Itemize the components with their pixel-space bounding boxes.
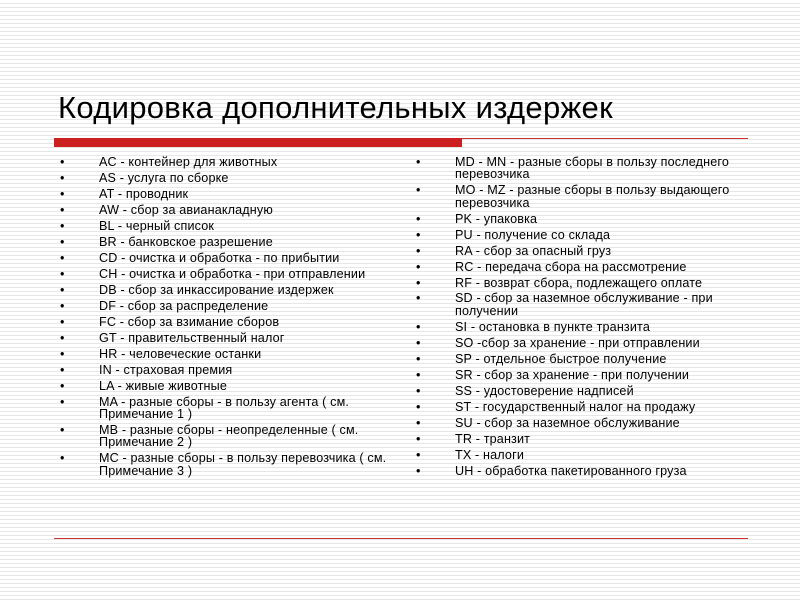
- bullet-icon: •: [60, 298, 65, 313]
- list-item: [58, 252, 393, 264]
- bullet-icon: •: [416, 155, 421, 169]
- bullet-icon: •: [416, 319, 421, 334]
- bullet-icon: •: [416, 463, 421, 478]
- list-item-text: BL - черный список: [99, 218, 215, 233]
- bullet-icon: •: [416, 275, 421, 290]
- accent-line-bottom: [54, 538, 748, 539]
- list-item: [414, 277, 759, 289]
- list-item: [58, 156, 393, 168]
- bullet-icon: •: [60, 234, 65, 249]
- list-item: [414, 156, 759, 181]
- list-item: [58, 300, 393, 312]
- bullet-icon: •: [60, 282, 65, 297]
- list-item: [414, 184, 759, 209]
- list-item: [414, 385, 759, 397]
- list-item: [58, 364, 393, 376]
- list-item: [414, 213, 759, 225]
- list-item-text: UH - обработка пакетированного груза: [455, 463, 687, 478]
- bullet-icon: •: [416, 367, 421, 382]
- bullet-icon: •: [416, 335, 421, 350]
- bullet-icon: •: [60, 314, 65, 329]
- list-item-text: SU - сбор за наземное обслуживание: [455, 415, 680, 430]
- list-item-text: SD - сбор за наземное обслуживание - при получении: [455, 291, 713, 318]
- list-item-text: TX - налоги: [455, 447, 525, 462]
- list-item-text: AT - проводник: [99, 186, 189, 201]
- list-item: [414, 321, 759, 333]
- list-item-text: MB - разные сборы - неопределенные ( см. Примечание 2 ): [99, 423, 359, 450]
- bullet-icon: •: [60, 346, 65, 361]
- list-item-text: SS - удостоверение надписей: [455, 383, 634, 398]
- list-item-text: FC - сбор за взимание сборов: [99, 314, 280, 329]
- bullet-icon: •: [416, 227, 421, 242]
- list-item-text: AS - услуга по сборке: [99, 170, 229, 185]
- bullet-icon: •: [60, 266, 65, 281]
- bullet-icon: •: [416, 399, 421, 414]
- bullet-icon: •: [416, 291, 421, 306]
- bullet-icon: •: [60, 186, 65, 201]
- list-item: [58, 204, 393, 216]
- bullet-icon: •: [60, 423, 65, 438]
- bullet-icon: •: [416, 259, 421, 274]
- list-item: [414, 229, 759, 241]
- bullet-icon: •: [60, 250, 65, 265]
- list-item-text: ST - государственный налог на продажу: [455, 399, 696, 414]
- bullet-icon: •: [60, 170, 65, 185]
- list-item: [58, 172, 393, 184]
- bullet-icon: •: [416, 243, 421, 258]
- list-item: [414, 417, 759, 429]
- bullet-icon: •: [60, 218, 65, 233]
- list-item: [414, 449, 759, 461]
- list-item: [414, 433, 759, 445]
- list-item: [58, 396, 393, 421]
- list-item-text: TR - транзит: [455, 431, 531, 446]
- list-item-text: RA - сбор за опасный груз: [455, 243, 612, 258]
- accent-bar: [54, 138, 462, 147]
- list-item-text: SI - остановка в пункте транзита: [455, 319, 650, 334]
- list-item-text: SR - сбор за хранение - при получении: [455, 367, 690, 382]
- slide-title: Кодировка дополнительных издержек: [58, 90, 613, 125]
- list-item-text: RC - передача сбора на рассмотрение: [455, 259, 687, 274]
- list-item: [414, 369, 759, 381]
- list-item-text: GT - правительственный налог: [99, 330, 285, 345]
- list-item: [414, 465, 759, 477]
- bullet-icon: •: [60, 362, 65, 377]
- list-item: [58, 236, 393, 248]
- list-item: [414, 353, 759, 365]
- bullet-icon: •: [416, 211, 421, 226]
- bullet-icon: •: [416, 383, 421, 398]
- accent-line-top: [462, 138, 748, 139]
- list-item-text: MO - MZ - разные сборы в пользу выдающего перевозчика: [455, 183, 730, 210]
- bullet-icon: •: [60, 155, 65, 169]
- list-item-text: CH - очистка и обработка - при отправлении: [99, 266, 366, 281]
- list-item-text: PU - получение со склада: [455, 227, 611, 242]
- list-item-text: MA - разные сборы - в пользу агента ( см. Примечание 1 ): [99, 394, 350, 422]
- list-item-text: MC - разные сборы - в пользу перевозчика ( см. Примечание 3 ): [99, 451, 387, 478]
- bullet-icon: •: [60, 451, 65, 466]
- list-item: [58, 380, 393, 392]
- bullet-icon: •: [416, 183, 421, 198]
- list-item: [414, 292, 759, 317]
- bullet-icon: •: [416, 351, 421, 366]
- list-item: [414, 401, 759, 413]
- left-code-list: [58, 156, 393, 481]
- list-item: [58, 188, 393, 200]
- list-item: [58, 348, 393, 360]
- list-item: [58, 284, 393, 296]
- list-item-text: SO -сбор за хранение - при отправлении: [455, 335, 700, 350]
- list-item: [414, 337, 759, 349]
- list-item: [58, 268, 393, 280]
- list-item-text: DB - сбор за инкассирование издержек: [99, 282, 334, 297]
- list-item: [58, 424, 393, 449]
- list-item-text: CD - очистка и обработка - по прибытии: [99, 250, 340, 265]
- list-item-text: DF - сбор за распределение: [99, 298, 269, 313]
- list-item-text: SP - отдельное быстрое получение: [455, 351, 667, 366]
- list-item-text: AC - контейнер для животных: [99, 155, 278, 169]
- bullet-icon: •: [416, 447, 421, 462]
- list-item: [414, 261, 759, 273]
- bullet-icon: •: [416, 415, 421, 430]
- list-item: [58, 316, 393, 328]
- bullet-icon: •: [60, 394, 65, 409]
- bullet-icon: •: [60, 330, 65, 345]
- list-item: [58, 220, 393, 232]
- right-code-list: [414, 156, 759, 481]
- bullet-icon: •: [60, 202, 65, 217]
- list-item: [414, 245, 759, 257]
- list-item-text: BR - банковское разрешение: [99, 234, 273, 249]
- list-item-text: HR - человеческие останки: [99, 346, 262, 361]
- list-item: [58, 452, 393, 477]
- bullet-icon: •: [416, 431, 421, 446]
- list-item-text: RF - возврат сбора, подлежащего оплате: [455, 275, 703, 290]
- list-item: [58, 332, 393, 344]
- list-item-text: AW - сбор за авианакладную: [99, 202, 273, 217]
- list-item-text: MD - MN - разные сборы в пользу последнего перевозчика: [455, 155, 729, 182]
- list-item-text: IN - страховая премия: [99, 362, 233, 377]
- bullet-icon: •: [60, 378, 65, 393]
- list-item-text: LA - живые животные: [99, 378, 227, 393]
- list-item-text: PK - упаковка: [455, 211, 538, 226]
